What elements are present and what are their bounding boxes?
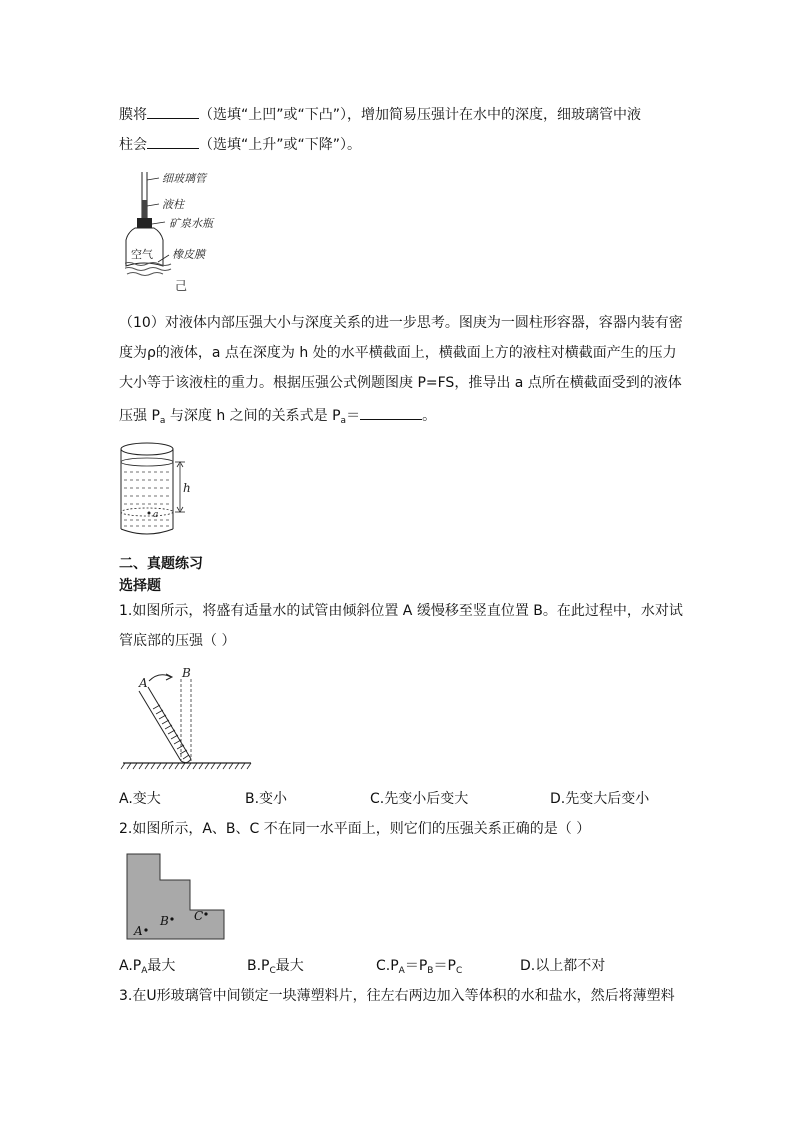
answer-blank [147,103,199,119]
q1-option-c[interactable]: C.先变小后变大 [370,791,469,807]
figure-caption: 己 [175,279,188,293]
figure-test-tube [119,665,259,775]
label-point-a: a [153,510,159,520]
q2-option-a[interactable]: $A.P_A$最大 [119,958,176,976]
q3-line-1: 3.在U形玻璃管中间锁定一块薄塑料片，往左右两边加入等体积的水和盐水，然后将薄塑料 [119,988,675,1004]
label-position-b: B [182,666,191,680]
label-position-a: A [139,676,148,690]
label-bottle: 矿泉水瓶 [169,217,213,230]
q1-option-a[interactable]: A.变大 [119,791,161,807]
answer-blank [360,404,422,420]
q10-line-1: （10）对液体内部压强大小与深度关系的进一步思考。图庚为一圆柱形容器，容器内装有密 [119,315,683,331]
q1-option-b[interactable]: B.变小 [245,791,288,807]
label-liquid-column: 液柱 [162,198,184,211]
answer-blank [147,133,199,149]
section-subheading: 选择题 [119,578,161,594]
q2-line-1: 2.如图所示，A、B、C 不在同一水平面上，则它们的压强关系正确的是（ ） [119,821,591,837]
q2-option-b[interactable]: $B.P_C$最大 [247,958,304,976]
label-depth-h: h [183,481,191,495]
label-point-b: B [160,914,169,928]
section-heading: 二、真题练习 [119,556,203,572]
q2-option-c[interactable]: $C.P_A=P_B=P_C$ [376,958,463,976]
q10-line-4: 压强 $P_a$ 与深度 h 之间的关系式是 $P_a=$ 。 [119,404,436,431]
q9-line-2: 柱会 （选填“上升”或“下降”）。 [119,133,361,155]
q10-line-2: 度为ρ的液体，a 点在深度为 h 处的水平横截面上，横截面上方的液柱对横截面产生的压力 [119,345,677,361]
q9-line-1: 膜将 （选填“上凹”或“下凸”），增加简易压强计在水中的深度，细玻璃管中液 [119,103,641,125]
figure-cylinder [119,440,199,540]
q1-option-d[interactable]: D.先变大后变小 [550,791,650,807]
figure-pressure-gauge [125,166,240,294]
q10-line-3: 大小等于该液柱的重力。根据压强公式例题图庚 P=FS，推导出 a 点所在横截面受到的液体 [119,375,682,391]
label-thin-tube: 细玻璃管 [162,172,206,185]
figure-stepped-container [126,853,228,941]
q1-line-2: 管底部的压强（ ） [119,633,236,649]
label-air: 空气 [131,248,153,261]
label-point-a: A [134,924,143,938]
q1-line-1: 1.如图所示，将盛有适量水的试管由倾斜位置 A 缓慢移至竖直位置 B。在此过程中，水对试 [119,603,683,619]
q2-option-d[interactable]: D.以上都不对 [520,958,606,974]
label-membrane: 橡皮膜 [172,248,205,261]
label-point-c: C [194,909,204,923]
